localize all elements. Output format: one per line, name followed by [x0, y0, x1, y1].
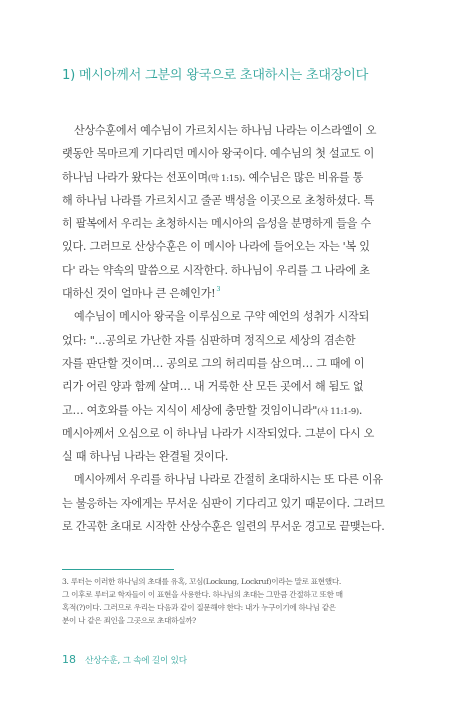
section-heading: 1) 메시아께서 그분의 왕국으로 초대하시는 초대장이다	[62, 68, 369, 83]
footnote-line: 그 이후로 루터교 학자들이 이 표현을 사용한다. 하나님의 초대는 그만큼 간절하고 또한 매	[62, 590, 343, 599]
running-title: 산상수훈, 그 속에 길이 있다	[85, 656, 187, 666]
text-line: 리가 어린 양과 함께 살며… 내 거룩한 산 모든 곳에서 해 됨도 없	[62, 380, 364, 394]
text-line	[62, 166, 412, 189]
text-segment: 고… 여호와를 아는 지식이 세상에 충만할 것임이니라"	[62, 403, 318, 417]
text-segment: 하나님 나라가 왔다는 선포이며	[62, 170, 208, 184]
footnote	[62, 575, 414, 627]
text-line: 메시아께서 우리를 하나님 나라로 간절히 초대하시는 또 다른 이유	[74, 473, 383, 487]
text-line: 었다: "…공의로 가난한 자를 심판하며 정직으로 세상의 겸손한	[62, 333, 356, 347]
text-line	[62, 399, 412, 422]
text-line: 자를 판단할 것이며… 공의로 그의 허리띠를 삼으며… 그 때에 이	[62, 356, 365, 370]
text-line: 있다. 그러므로 산상수훈은 이 메시아 나라에 들어오는 자는 '복 있	[62, 240, 370, 254]
scripture-reference: (사 11:1-9)	[317, 405, 359, 416]
footnote-line: 혹적(?)이다. 그러므로 우리는 다음과 같이 질문해야 한다: 내가 누구이기에 하나님 같은	[62, 603, 336, 612]
footnote-line: 분이 나 같은 죄인을 그곳으로 초대하실까?	[62, 616, 196, 625]
text-line: 는 불응하는 자에게는 무서운 심판이 기다리고 있기 때문이다. 그러므	[62, 496, 385, 510]
text-line: 히 팔복에서 우리는 초청하시는 메시아의 음성을 분명하게 들을 수	[62, 217, 371, 231]
text-line: 산상수훈에서 예수님이 가르치시는 하나님 나라는 이스라엘이 오	[74, 124, 377, 137]
footnote-line: 3. 루터는 이러한 하나님의 초대를 유혹, 꼬심(Lockung, Lockruf)이라는 말로 표현했다.	[62, 577, 341, 586]
text-line: 로 간곡한 초대로 시작한 산상수훈은 일련의 무서운 경고로 끝맺는다.	[62, 520, 385, 534]
text-line: 예수님이 메시아 왕국을 이루심으로 구약 예언의 성취가 시작되	[74, 310, 370, 324]
text-line	[62, 282, 412, 305]
body-text	[62, 119, 412, 538]
text-line: 실 때 하나님 나라는 완결될 것이다.	[62, 450, 229, 464]
footnote-marker: 3	[216, 285, 221, 294]
page-number: 18	[62, 653, 76, 666]
text-segment: 대하신 것이 얼마나 큰 은혜인가!	[62, 287, 216, 301]
text-segment: .	[358, 403, 363, 417]
footnote-divider	[62, 569, 174, 570]
text-line: 다' 라는 약속의 말씀으로 시작한다. 하나님이 우리를 그 나라에 초	[62, 263, 370, 277]
text-segment: . 예수님은 많은 비유를 통	[242, 170, 364, 184]
page-footer	[62, 648, 187, 667]
text-line: 해 하나님 나라를 가르치시고 줄곧 백성을 이곳으로 초청하셨다. 특	[62, 193, 375, 207]
scripture-reference: (막 1:15)	[207, 172, 243, 183]
text-line: 메시아께서 오심으로 이 하나님 나라가 시작되었다. 그분이 다시 오	[62, 426, 375, 440]
text-line: 랫동안 목마르게 기다리던 메시아 왕국이다. 예수님의 첫 설교도 이	[62, 147, 375, 161]
